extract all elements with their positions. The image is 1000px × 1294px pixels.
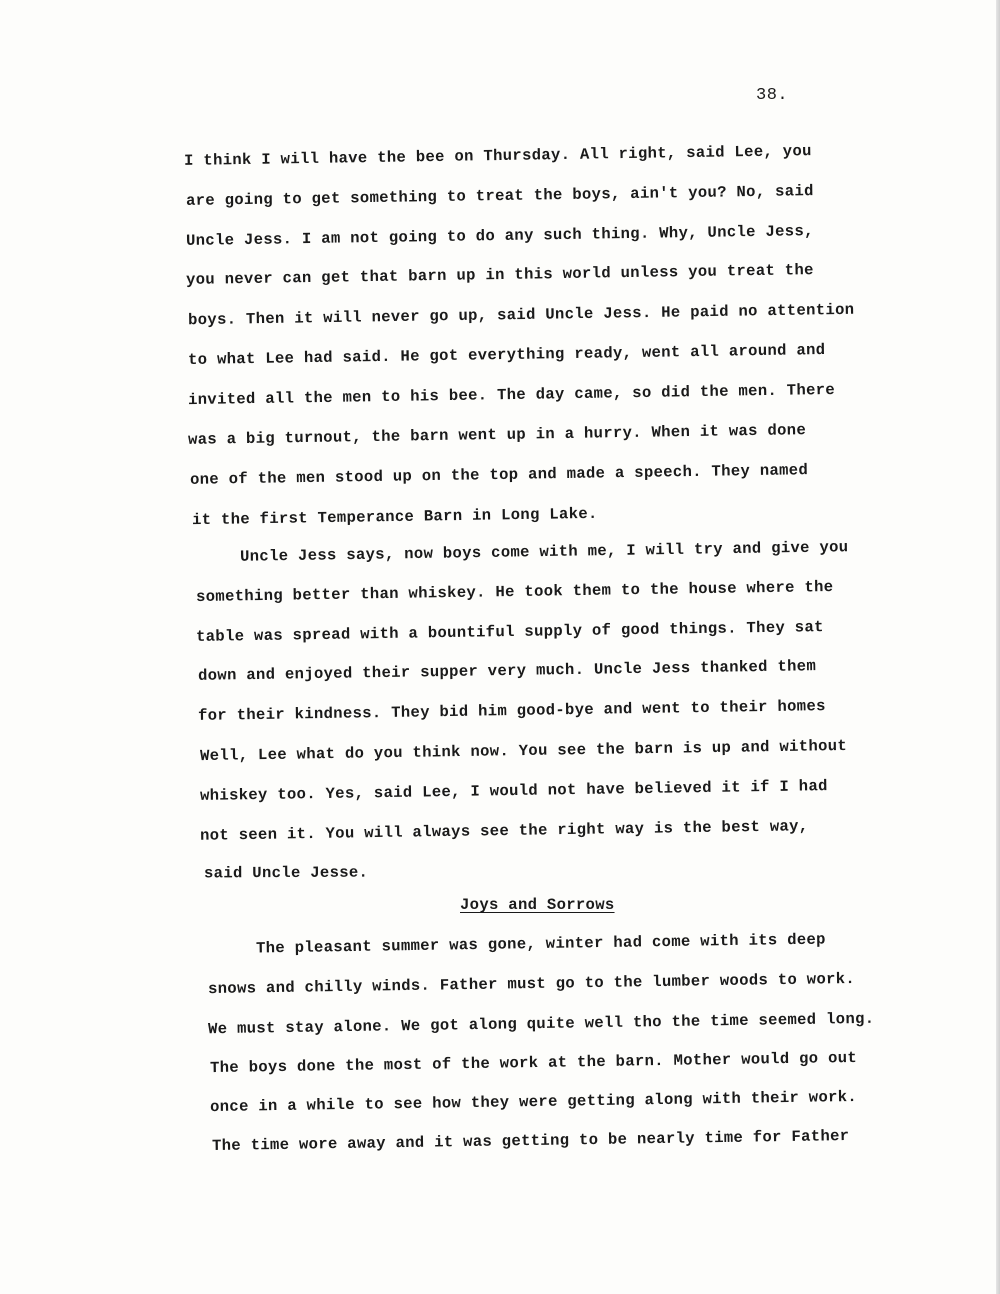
text-line: it the first Temperance Barn in Long Lake.: [191, 504, 598, 530]
text-line: one of the men stood up on the top and made a speech. They named: [189, 461, 809, 489]
text-line: Uncle Jess says, now boys come with me, I will try and give you: [239, 538, 849, 566]
scan-edge-shadow: [996, 0, 1000, 1294]
text-line: you never can get that barn up in this world unless you treat the: [185, 261, 814, 289]
section-heading: Joys and Sorrows: [460, 896, 615, 914]
text-line: snows and chilly winds. Father must go to the lumber woods to work.: [207, 969, 856, 999]
text-line: once in a while to see how they were getting along with their work.: [209, 1087, 858, 1117]
text-line: said Uncle Jesse.: [203, 863, 369, 883]
text-line: whiskey too. Yes, said Lee, I would not have believed it if I had: [199, 777, 828, 805]
text-line: are going to get something to treat the boys, ain't you? No, said: [185, 182, 814, 210]
text-line: something better than whiskey. He took them to the house where the: [195, 577, 834, 607]
text-line: to what Lee had said. He got everything ready, went all around and: [187, 340, 826, 370]
text-line: The pleasant summer was gone, winter had come with its deep: [255, 930, 826, 958]
text-line: for their kindness. They bid him good-bye and went to their homes: [197, 697, 826, 725]
text-line: invited all the men to his bee. The day came, so did the men. There: [187, 380, 836, 410]
text-line: table was spread with a bountiful supply of good things. They sat: [195, 618, 824, 646]
text-line: was a big turnout, the barn went up in a hurry. When it was done: [187, 421, 807, 449]
text-line: down and enjoyed their supper very much. Uncle Jess thanked them: [197, 657, 817, 685]
text-line: Uncle Jess. I am not going to do any such thing. Why, Uncle Jess,: [185, 222, 814, 250]
text-line: Well, Lee what do you think now. You see the barn is up and without: [199, 736, 848, 766]
text-line: not seen it. You will always see the right way is the best way,: [199, 817, 809, 845]
text-line: I think I will have the bee on Thursday. All right, said Lee, you: [183, 142, 812, 170]
text-line: We must stay alone. We got along quite well tho the time seemed long.: [207, 1009, 875, 1039]
page-number: 38.: [756, 86, 789, 105]
text-line: boys. Then it will never go up, said Uncle Jess. He paid no attention: [187, 300, 855, 330]
text-line: The time wore away and it was getting to be nearly time for Father: [211, 1126, 850, 1156]
text-line: The boys done the most of the work at the barn. Mother would go out: [209, 1048, 858, 1078]
